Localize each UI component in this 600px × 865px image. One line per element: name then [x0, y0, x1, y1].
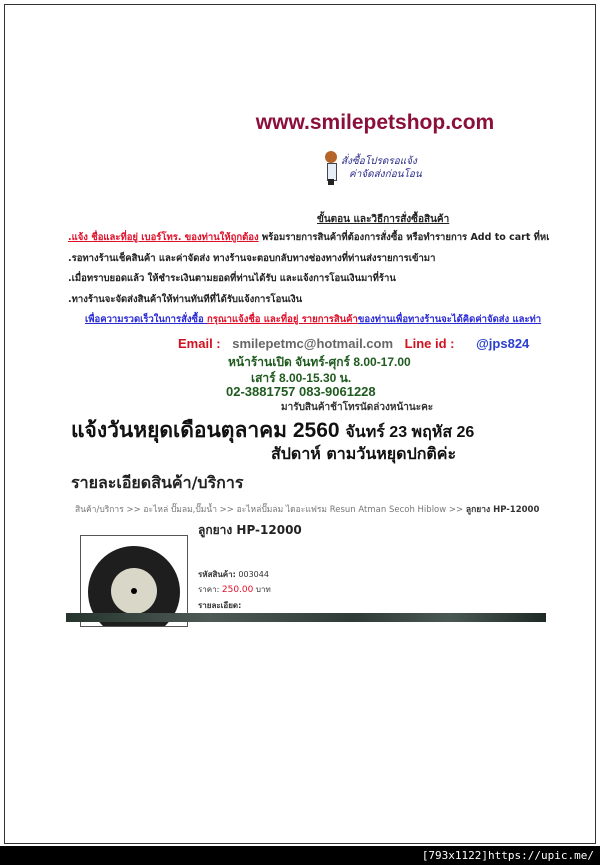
price-value: 250.00	[221, 585, 254, 595]
line-id-label: Line id :	[404, 336, 455, 351]
store-hours-saturday: เสาร์ 8.00-15.30 น.	[251, 371, 352, 385]
store-hours-weekday: หน้าร้านเปิด จันทร์-ศุกร์ 8.00-17.00	[228, 355, 411, 369]
note-link-3[interactable]: ของท่านเพื่อทางร้านจะได้คิดค่าจัดส่ง และท่า	[357, 314, 542, 325]
product-code	[198, 568, 269, 581]
page	[4, 4, 596, 844]
cartoon-boy-icon	[323, 151, 339, 185]
price-label: ราคา:	[198, 585, 220, 594]
site-title[interactable]: www.smilepetshop.com	[255, 111, 495, 134]
phone-numbers: 02-3881757 083-9061228	[226, 384, 376, 399]
order-note	[85, 312, 541, 327]
breadcrumb	[75, 502, 539, 516]
promo-banner	[323, 151, 422, 185]
product-code-value: 003044	[238, 570, 269, 579]
dark-divider-strip	[66, 613, 546, 622]
email-label: Email :	[178, 336, 221, 351]
note-link-1[interactable]: เพื่อความรวดเร็วในการสั่งซื้อ	[85, 314, 208, 325]
price-currency: บาท	[255, 585, 271, 594]
email-address[interactable]: smilepetmc@hotmail.com	[232, 336, 394, 351]
product-detail-label: รายละเอียด:	[198, 601, 242, 610]
breadcrumb-current: ลูกยาง HP-12000	[465, 505, 540, 515]
line-id[interactable]: @jps824	[476, 336, 530, 351]
holiday-heading: แจ้งวันหยุดเดือนตุลาคม 2560	[71, 419, 346, 442]
promo-line2: ค่าจัดส่งก่อนโอน	[349, 169, 422, 180]
holiday-days: จันทร์ 23 พฤหัส 26	[345, 424, 475, 441]
contact-line	[178, 336, 529, 351]
step-1	[68, 230, 549, 245]
step-3: .เมื่อทราบยอดแล้ว ให้ชำระเงินตามยอดที่ท่านได้รับ และแจ้งการโอนเงินมาที่ร้าน	[68, 273, 396, 284]
product-price	[198, 583, 271, 596]
watermark: [793x1122]https://upic.me/	[0, 846, 600, 865]
product-name: ลูกยาง HP-12000	[198, 523, 302, 537]
step-4: .ทางร้านจะจัดส่งสินค้าให้ท่านทันทีที่ได้รับแจ้งการโอนเงิน	[68, 294, 303, 305]
step-2: .รอทางร้านเช็คสินค้า และค่าจัดส่ง ทางร้านจะตอบกลับทางช่องทางที่ท่านส่งรายการเข้ามา	[68, 253, 436, 264]
holiday-sub: สัปดาห์ ตามวันหยุดปกติค่ะ	[271, 444, 457, 463]
breadcrumb-path[interactable]: สินค้า/บริการ >> อะไหล่ ปั๊มลม,ปั๊มน้ำ >> อะไหล่ปั๊มลม ไดอะแฟรม Resun Atman Secoh Hiblow >>	[75, 505, 466, 515]
product-code-label: รหัสสินค้า:	[198, 570, 236, 579]
section-title: รายละเอียดสินค้า/บริการ	[71, 473, 244, 492]
note-link-2[interactable]: กรุณาแจ้งชื่อ และที่อยู่ รายการสินค้า	[207, 314, 358, 325]
steps-title: ขั้นตอน และวิธีการสั่งซื้อสินค้า	[317, 214, 450, 225]
step-1-link[interactable]: .แจ้ง ชื่อและที่อยู่ เบอร์โทร. ของท่านให้ถูกต้อง	[68, 232, 259, 243]
promo-line1: สั่งซื้อโปรดรอแจ้ง	[341, 156, 417, 167]
pickup-note: มารับสินค้าช้าโทรนัดล่วงหน้านะคะ	[281, 402, 434, 413]
step-1-text: พร้อมรายการสินค้าที่ต้องการสั่งซื้อ หรือทำรายการ Add to cart ที่หเ	[258, 232, 550, 243]
